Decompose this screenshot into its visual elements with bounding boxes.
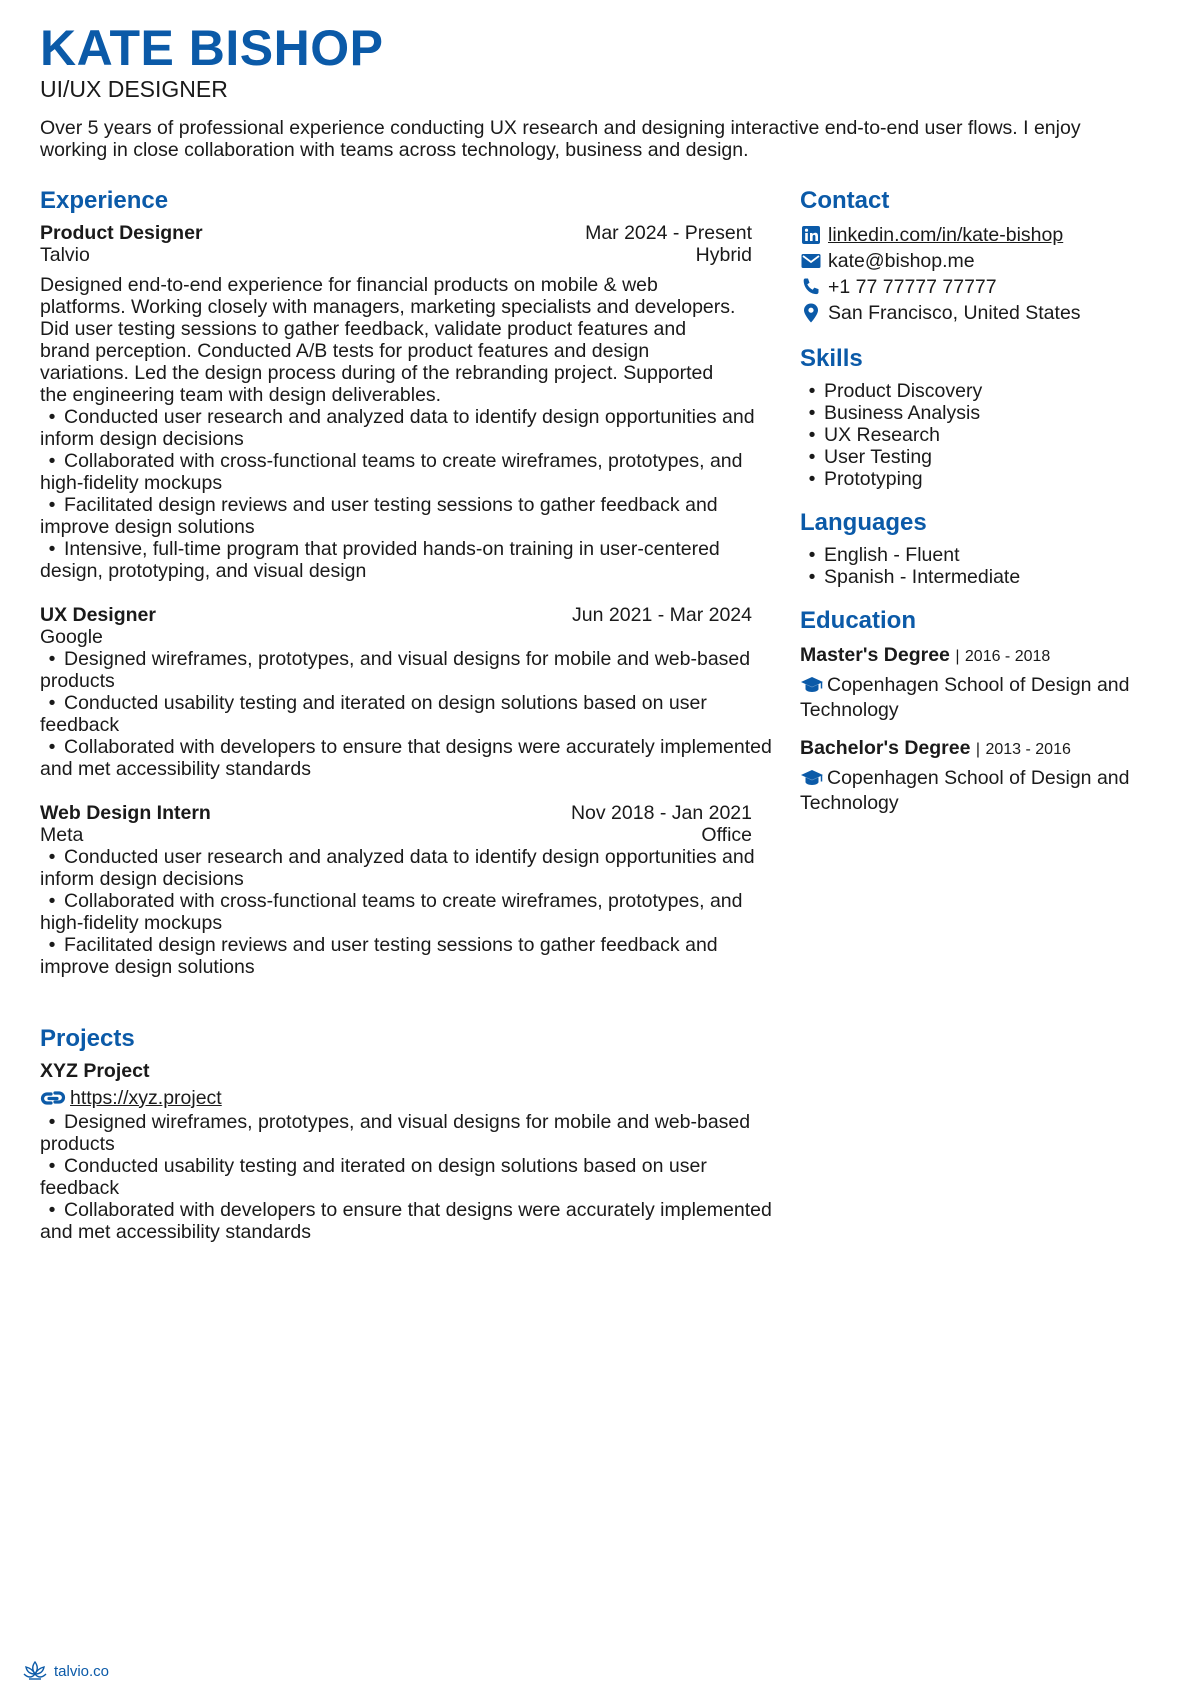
contact-list — [800, 222, 1150, 326]
list-item: • Collaborated with cross-functional teams to create wireframes, prototypes, and high-fidelity mockups — [40, 890, 743, 934]
list-item: • Conducted user research and analyzed data to identify design opportunities and inform design decisions — [40, 406, 755, 450]
job-mode: Office — [701, 824, 752, 846]
mail-icon — [800, 250, 822, 272]
resume-page — [40, 18, 1155, 1243]
list-item: • Collaborated with developers to ensure that designs were accurately implemented and met accessibility standards — [40, 1199, 772, 1243]
email-text: kate@bishop.me — [828, 250, 975, 272]
job-title: UX Designer — [40, 604, 156, 626]
link-icon — [40, 1088, 66, 1108]
location-pin-icon — [800, 302, 822, 324]
degree-years: 2013 - 2016 — [985, 741, 1071, 758]
list-item: • Conducted usability testing and iterated on design solutions based on user feedback — [40, 692, 707, 736]
job-company: Google — [40, 626, 103, 648]
linkedin-link[interactable]: linkedin.com/in/kate-bishop — [828, 224, 1064, 246]
skill-item: • Product Discovery — [808, 380, 983, 402]
list-item: • Conducted user research and analyzed data to identify design opportunities and inform design decisions — [40, 846, 755, 890]
school-row — [800, 674, 1150, 721]
candidate-name: KATE BISHOP — [40, 20, 384, 76]
job-company: Meta — [40, 824, 84, 846]
job-dates: Jun 2021 - Mar 2024 — [572, 604, 752, 626]
school-name: Copenhagen School of Design and Technology — [800, 767, 1130, 814]
contact-email — [800, 248, 1150, 274]
projects-heading: Projects — [40, 1025, 135, 1052]
skill-item: • UX Research — [808, 424, 940, 446]
talvio-logo-icon — [22, 1660, 48, 1682]
list-item: • Designed wireframes, prototypes, and visual designs for mobile and web-based products — [40, 648, 751, 692]
job-bullets — [40, 648, 775, 780]
degree-name: Bachelor's Degree — [800, 737, 971, 759]
job-title: Product Designer — [40, 222, 203, 244]
linkedin-icon — [800, 224, 822, 246]
education-entry: Master's Degree | 2016 - 2018 Copenhagen School of Design and Technology — [800, 642, 1150, 721]
list-item: • Conducted usability testing and iterated on design solutions based on user feedback — [40, 1155, 707, 1199]
job-description: Designed end-to-end experience for financial products on mobile & web platforms. Working closely with managers, marketing specialists and developers. Did user testing sessions to gather feedback, validate product features and brand perception. Conducted A/B tests for product features and design variations. Led the design process during of the rebranding project. Supported the engineering team with design deliverables. — [40, 274, 736, 406]
school-name: Copenhagen School of Design and Technology — [800, 674, 1130, 721]
graduation-cap-icon — [800, 769, 824, 792]
graduation-cap-icon — [800, 676, 824, 699]
skills-list — [800, 380, 1150, 490]
skill-item: • Prototyping — [808, 468, 923, 490]
project-bullets — [40, 1111, 775, 1243]
summary: Over 5 years of professional experience conducting UX research and designing interactive end-to-end user flows. I enjoy working in close collaboration with teams across technology, business and design. — [40, 117, 1081, 161]
list-item: • Facilitated design reviews and user testing sessions to gather feedback and improve design solutions — [40, 934, 718, 978]
job-entry — [40, 802, 775, 978]
project-title: XYZ Project — [40, 1060, 150, 1082]
right-column — [800, 186, 1150, 828]
list-item: • Collaborated with cross-functional teams to create wireframes, prototypes, and high-fidelity mockups — [40, 450, 743, 494]
project-link[interactable]: https://xyz.project — [70, 1087, 222, 1109]
job-company: Talvio — [40, 244, 90, 266]
experience-heading: Experience — [40, 187, 169, 214]
job-entry — [40, 222, 775, 582]
education-heading: Education — [800, 607, 917, 634]
phone-icon — [800, 276, 822, 298]
job-bullets — [40, 846, 775, 978]
job-entry — [40, 604, 775, 780]
skill-item: • User Testing — [808, 446, 933, 468]
languages-list — [800, 544, 1150, 588]
language-item: • Spanish - Intermediate — [808, 566, 1021, 588]
left-column — [40, 186, 775, 1243]
job-dates: Nov 2018 - Jan 2021 — [570, 802, 752, 824]
project-link-row — [40, 1085, 775, 1111]
list-item: • Collaborated with developers to ensure that designs were accurately implemented and met accessibility standards — [40, 736, 772, 780]
degree-name: Master's Degree — [800, 644, 950, 666]
skills-heading: Skills — [800, 345, 863, 372]
education-entry: Bachelor's Degree | 2013 - 2016 Copenhagen School of Design and Technology — [800, 735, 1150, 814]
candidate-role: UI/UX DESIGNER — [40, 76, 228, 102]
job-bullets — [40, 406, 775, 582]
degree-years: 2016 - 2018 — [964, 648, 1051, 665]
job-dates: Mar 2024 - Present — [585, 222, 752, 244]
job-mode: Hybrid — [695, 244, 752, 266]
list-item: • Designed wireframes, prototypes, and visual designs for mobile and web-based products — [40, 1111, 751, 1155]
footer-brand-text: talvio.co — [54, 1662, 110, 1680]
contact-location — [800, 300, 1150, 326]
language-item: • English - Fluent — [808, 544, 960, 566]
contact-linkedin — [800, 222, 1150, 248]
list-item: • Facilitated design reviews and user testing sessions to gather feedback and improve design solutions — [40, 494, 718, 538]
location-text: San Francisco, United States — [828, 302, 1081, 324]
phone-text: +1 77 77777 77777 — [828, 276, 997, 298]
footer-brand[interactable] — [22, 1660, 109, 1682]
job-title: Web Design Intern — [40, 802, 211, 824]
contact-heading: Contact — [800, 187, 890, 214]
languages-heading: Languages — [800, 509, 927, 536]
school-row — [800, 767, 1150, 814]
contact-phone — [800, 274, 1150, 300]
skill-item: • Business Analysis — [808, 402, 981, 424]
list-item: • Intensive, full-time program that provided hands-on training in user-centered design, prototyping, and visual design — [40, 538, 720, 582]
